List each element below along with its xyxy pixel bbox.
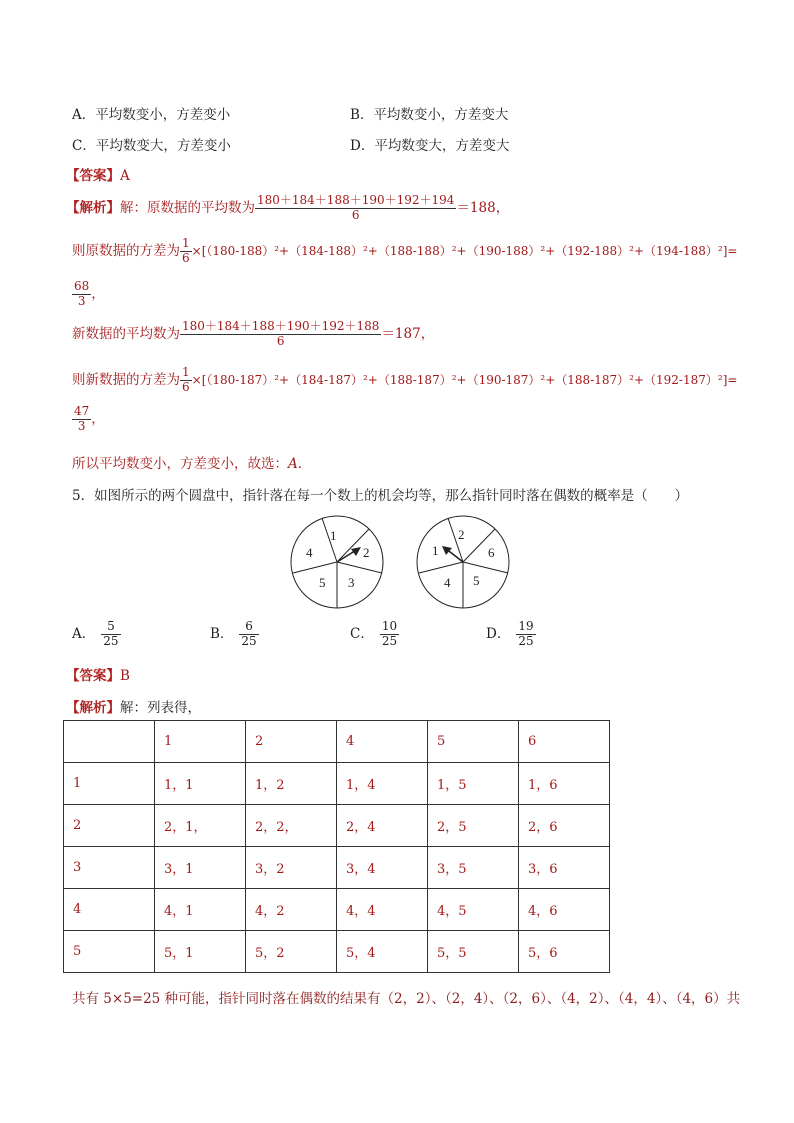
table-cell: 2，2， <box>246 805 337 847</box>
q5-question: 5．如图所示的两个圆盘中，指针落在每一个数上的机会均等，那么指针同时落在偶数的概率是（ ） <box>72 488 689 504</box>
table-cell: 2 <box>64 805 155 847</box>
table-cell: 5，2 <box>246 931 337 973</box>
one-sixth-fraction: $\frac{1}{6}$ <box>182 236 190 265</box>
variance-fraction-68-3: $\frac{68}{3}$ <box>74 279 90 308</box>
q5-analysis: 【解析】解：列表得， <box>66 700 201 716</box>
disc2-number: 4 <box>444 575 451 590</box>
table-row <box>64 847 610 889</box>
table-row <box>64 931 610 973</box>
table-cell: 1 <box>64 763 155 805</box>
mean-fraction-new: $\frac{180+184+188+190+192+188}{6}$ <box>182 319 380 348</box>
table-cell: 4，2 <box>246 889 337 931</box>
variance-fraction-47-3: $\frac{47}{3}$ <box>74 404 90 433</box>
table-cell: 1 <box>155 721 246 763</box>
line4-text: 新数据的平均数为 <box>72 325 180 342</box>
line1-text: 解：原数据的平均数为 <box>120 199 255 216</box>
line5-text: 则新数据的方差为 <box>72 371 180 388</box>
q5-option-c: C． $\frac{10}{25}$ <box>350 619 398 648</box>
disc2-number: 6 <box>488 545 495 560</box>
option-d-prev: D．平均数变大，方差变大 <box>350 138 510 154</box>
q5-option-a: A． $\frac{5}{25}$ <box>72 619 119 648</box>
table-cell: 2，6 <box>519 805 610 847</box>
disc1-number: 2 <box>363 545 370 560</box>
line2-formula: ×[（180-188）²+（184-188）²+（188-188）²+（190-188）²+（192-188）²+（194-188）²]= <box>191 243 738 258</box>
table-cell: 3，5 <box>428 847 519 889</box>
option-b-prev: B．平均数变小，方差变大 <box>350 107 509 123</box>
q4-answer <box>66 164 130 184</box>
table-header-row <box>64 721 610 763</box>
table-cell: 1，5 <box>428 763 519 805</box>
line1-result: ＝188， <box>456 199 510 216</box>
table-cell: 3，6 <box>519 847 610 889</box>
line2-text: 则原数据的方差为 <box>72 242 180 259</box>
outcome-table <box>63 720 610 973</box>
table-cell: 3，1 <box>155 847 246 889</box>
q4-variance-original-result: $\frac{68}{3}$ ， <box>74 279 105 308</box>
table-row <box>64 763 610 805</box>
answer-tag: 【答案】 <box>66 168 120 184</box>
spinner-disc-2 <box>417 516 509 608</box>
table-cell: 2，4 <box>337 805 428 847</box>
table-cell: 3，2 <box>246 847 337 889</box>
disc2-number: 1 <box>432 543 439 558</box>
table-cell: 4 <box>64 889 155 931</box>
q5-answer: 【答案】B <box>66 668 130 684</box>
table-cell: 5，6 <box>519 931 610 973</box>
table-cell: 1，2 <box>246 763 337 805</box>
mean-fraction-original: $\frac{180+184+188+190+192+194}{6}$ <box>257 193 455 222</box>
table-cell: 4，5 <box>428 889 519 931</box>
pointer-arrow-icon <box>442 546 452 555</box>
table-row <box>64 805 610 847</box>
analysis-tag: 【解析】 <box>66 199 120 216</box>
q4-conclusion: 所以平均数变小，方差变小，故选：A. <box>72 456 303 472</box>
disc1-number: 3 <box>348 575 355 590</box>
table-cell: 1，6 <box>519 763 610 805</box>
one-sixth-fraction-2: $\frac{1}{6}$ <box>182 365 190 394</box>
table-cell: 4，4 <box>337 889 428 931</box>
q4-variance-new <box>72 366 737 395</box>
q4-variance-original <box>72 237 737 266</box>
disc1-number: 1 <box>330 528 337 543</box>
disc2-number: 5 <box>473 573 480 588</box>
disc1-number: 5 <box>319 575 326 590</box>
table-cell: 2，5 <box>428 805 519 847</box>
table-cell: 1，1 <box>155 763 246 805</box>
disc1-number: 4 <box>306 545 313 560</box>
table-cell: 4，6 <box>519 889 610 931</box>
option-c-prev: C．平均数变大，方差变小 <box>72 138 231 154</box>
table-cell: 3 <box>64 847 155 889</box>
table-cell: 5，4 <box>337 931 428 973</box>
table-cell: 6 <box>519 721 610 763</box>
table-cell: 4 <box>337 721 428 763</box>
q4-analysis-line1 <box>66 194 509 223</box>
q4-mean-new: 新数据的平均数为 $\frac{180+184+188+190+192+188}{6}$ ＝187， <box>72 319 435 348</box>
table-row <box>64 889 610 931</box>
q5-option-d: D． $\frac{19}{25}$ <box>486 619 534 648</box>
table-cell: 1，4 <box>337 763 428 805</box>
table-cell <box>64 721 155 763</box>
spinner-figure <box>285 515 515 615</box>
table-cell: 5，1 <box>155 931 246 973</box>
table-cell: 5 <box>64 931 155 973</box>
q4-variance-new-result: $\frac{47}{3}$ ， <box>74 404 105 433</box>
line5-formula: ×[（180-187）²+（184-187）²+（188-187）²+（190-187）²+（188-187）²+（192-187）²]= <box>191 372 738 387</box>
q5-result-text: 共有 5×5=25 种可能，指针同时落在偶数的结果有（2，2）、（2，4）、（2，6）、（4，2）、（4，4）、（4，6）共 <box>72 991 741 1007</box>
table-cell: 2，1， <box>155 805 246 847</box>
table-cell: 5，5 <box>428 931 519 973</box>
answer-value: A <box>120 168 130 184</box>
table-cell: 3，4 <box>337 847 428 889</box>
table-cell: 5 <box>428 721 519 763</box>
spinner-disc-1 <box>291 516 383 608</box>
q5-option-b: B． $\frac{6}{25}$ <box>210 619 257 648</box>
table-cell: 2 <box>246 721 337 763</box>
option-a-prev: A．平均数变小，方差变小 <box>72 107 231 123</box>
table-cell: 4，1 <box>155 889 246 931</box>
disc2-number: 2 <box>458 527 465 542</box>
